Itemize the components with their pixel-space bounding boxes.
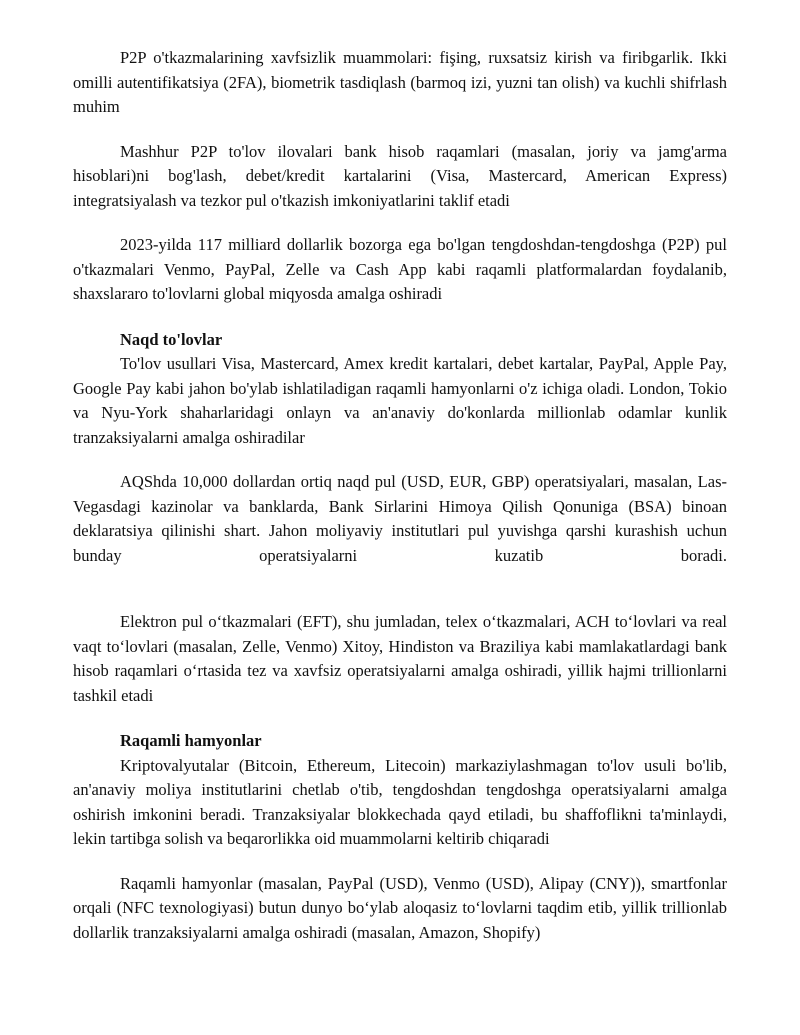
section-heading-digital-wallets: Raqamli hamyonlar <box>120 731 262 750</box>
paragraph-p2p-security: P2P o'tkazmalarining xavfsizlik muammolari: fişing, ruxsatsiz kirish va firibgarlik. Ikki omilli autentifikatsiya (2FA), biometrik tasdiqlash (barmoq izi, yuzni tan olish) va kuchli shifrlash muhim <box>73 48 727 116</box>
paragraph-payment-methods: To'lov usullari Visa, Mastercard, Amex kredit kartalari, debet kartalar, PayPal, Apple Pay, Google Pay kabi jahon bo'ylab ishlatiladigan raqamli hamyonlarni o'z ichiga oladi. London, Tokio va Nyu-York shaharlaridagi onlayn va an'anaviy do'konlarda millionlab odamlar kunlik tranzaksiyalarni amalga oshiradilar <box>73 354 727 447</box>
paragraph-p2p-apps: Mashhur P2P to'lov ilovalari bank hisob raqamlari (masalan, joriy va jamg'arma hisoblari)ni bog'lash, debet/kredit kartalarini (Visa, Mastercard, American Express) integratsiyalash va tezkor pul o'tkazish imkoniyatlarini taklif etadi <box>73 141 727 210</box>
paragraph-digital-wallets: Raqamli hamyonlar (masalan, PayPal (USD), Venmo (USD), Alipay (CNY)), smartfonlar orqali (NFC texnologiyasi) butun dunyo boʻylab aloqasiz toʻlovlarni taqdim etib, yillik trillionlab dollarlik tranzaksiyalarni amalga oshiradi (masalan, Amazon, Shopify) <box>73 873 727 942</box>
document-page <box>73 46 727 945</box>
paragraph-eft: Elektron pul oʻtkazmalari (EFT), shu jumladan, telex oʻtkazmalari, ACH toʻlovlari va real vaqt toʻlovlari (masalan, Zelle, Venmo) Xitoy, Hindiston va Braziliya kabi mamlakatlardagi bank hisob raqamlari oʻrtasida tez va xavfsiz operatsiyalarni amalga oshiradi, yillik hajmi trillionlarni tashkil etadi <box>73 612 727 705</box>
paragraph-p2p-market: 2023-yilda 117 milliard dollarlik bozorga ega bo'lgan tengdoshdan-tengdoshga (P2P) pul o'tkazmalari Venmo, PayPal, Zelle va Cash App kabi raqamli platformalardan foydalanib, shaxslararo to'lovlarni global miqyosda amalga oshiradi <box>73 235 727 303</box>
section-heading-cash-payments: Naqd to'lovlar <box>120 329 223 349</box>
paragraph-cryptocurrencies: Kriptovalyutalar (Bitcoin, Ethereum, Litecoin) markaziylashmagan to'lov usuli bo'lib, an'anaviy moliya institutlarini chetlab o'tib, tengdoshdan tengdoshga operatsiyalarni amalga oshirish imkonini beradi. Tranzaksiyalar blokkechada qayd etiladi, bu shaffoflikni ta'minlaydi, lekin tartibga solish va beqarorlikka oid muammolarni keltirib chiqaradi <box>73 755 727 848</box>
paragraph-cash-regulation: AQShda 10,000 dollardan ortiq naqd pul (USD, EUR, GBP) operatsiyalari, masalan, Las-Vegasdagi kazinolar va banklarda, Bank Sirlarini Himoya Qilish Qonuniga (BSA) binoan deklaratsiya qilinishi shart. Jahon moliyaviy institutlari pul yuvishga qarshi kurashish uchun bunday operatsiyalarni kuzatib boradi. <box>73 472 727 565</box>
